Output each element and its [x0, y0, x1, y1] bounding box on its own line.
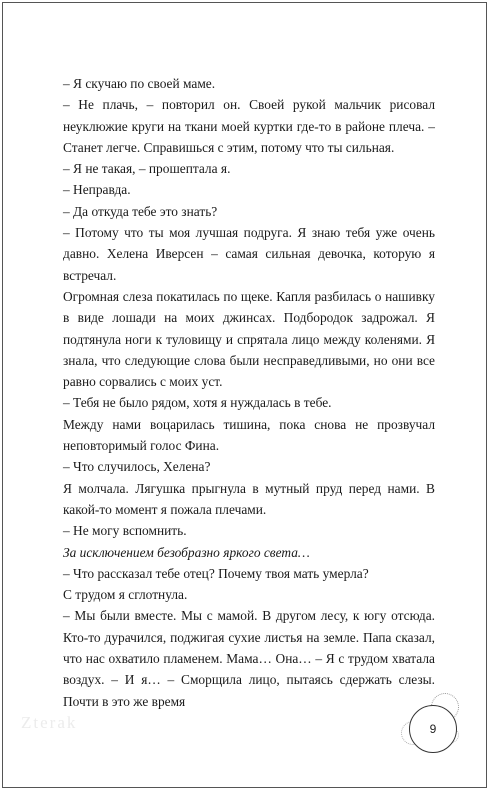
paragraph: – Я не такая, – прошептала я.: [63, 161, 231, 177]
paragraph: Я молчала. Лягушка прыгнула в мутный пруд перед нами. В какой-то момент я пожала плечами.: [63, 480, 435, 517]
paragraph: – Потому что ты моя лучшая подруга. Я знаю тебя уже очень давно. Хелена Иверсен – самая сильная девочка, которую я встречал.: [63, 225, 435, 283]
page-number: 9: [409, 705, 457, 753]
paragraph: – Неправда.: [63, 182, 131, 198]
page-text: [63, 73, 435, 712]
paragraph: – Не могу вспомнить.: [63, 523, 187, 539]
paragraph: – Да откуда тебе это знать?: [63, 203, 218, 219]
paragraph: С трудом я сглотнула.: [63, 587, 188, 603]
paragraph: – Я скучаю по своей маме.: [63, 76, 216, 91]
paragraph: – Что рассказал тебе отец? Почему твоя мать умерла?: [63, 565, 369, 581]
paragraph: – Что случилось, Хелена?: [63, 459, 211, 475]
paragraph: Огромная слеза покатилась по щеке. Капля разбилась о нашивку в виде лошади на моих джинсах. Подбородок задрожал. Я подтянула ноги к туловищу и спрятала лицо между коленями. Я знала, что следующие слова были несправедливыми, но они все равно сорвались с моих уст.: [63, 288, 435, 390]
paragraph: – Не плачь, – повторил он. Своей рукой мальчик рисовал неуклюжие круги на ткани моей куртки где-то в районе плеча. – Станет легче. Справишься с этим, потому что ты сильная.: [63, 97, 435, 155]
watermark: Zterak: [21, 713, 78, 732]
paragraph: Между нами воцарилась тишина, пока снова не прозвучал неповторимый голос Фина.: [63, 416, 435, 454]
book-page: [2, 2, 487, 788]
paragraph: – Тебя не было рядом, хотя я нуждалась в тебе.: [63, 395, 332, 411]
paragraph: – Мы были вместе. Мы с мамой. В другом лесу, к югу отсюда. Кто-то дурачился, поджигая сухие листья на земле. Папа сказал, что нас охватило пламенем. Мама… Она… – Я с трудом хватала воздух. – И я… – Сморщила лицо, пытаясь сдержать слезы. Почти в это же время: [63, 608, 435, 709]
italic-paragraph: За исключением безобразно яркого света…: [63, 544, 310, 560]
